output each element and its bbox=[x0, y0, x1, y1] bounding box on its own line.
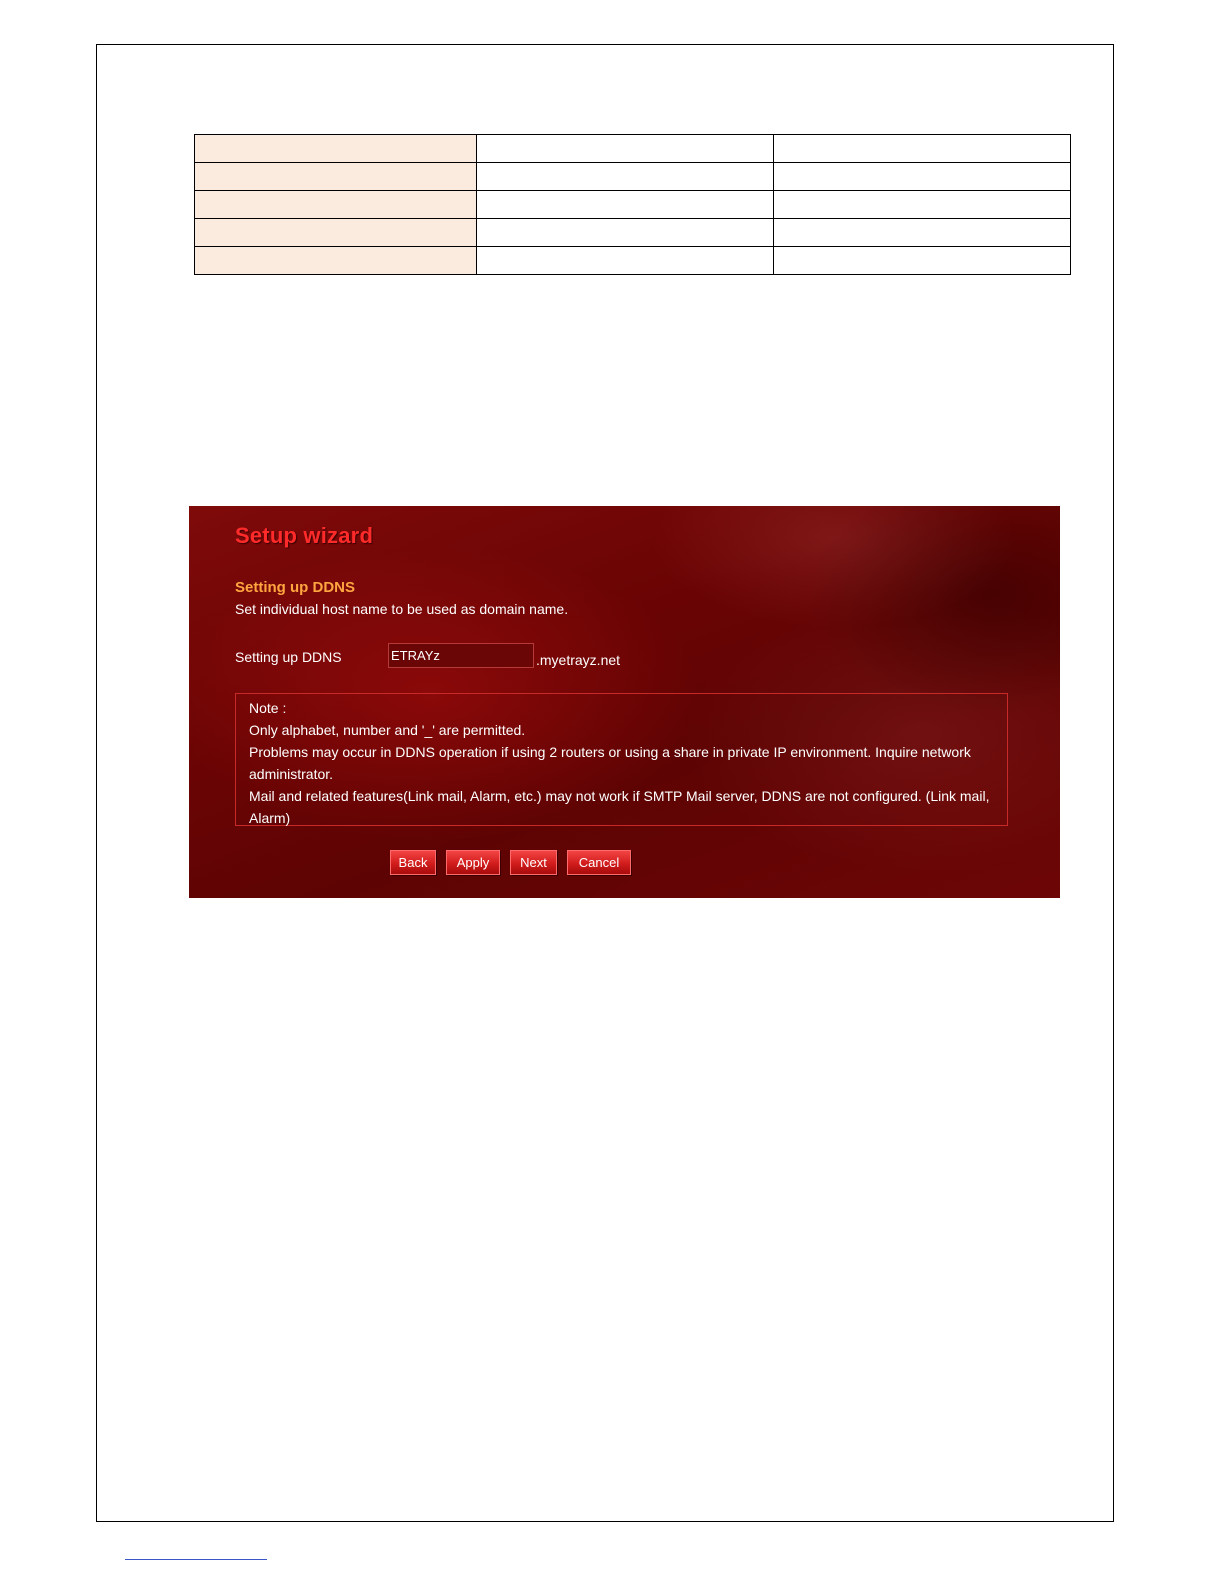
note-line: Mail and related features(Link mail, Alarm, etc.) may not work if SMTP Mail server, DDNS are not configured. (Link mail, Alarm) bbox=[249, 788, 990, 826]
footnote-separator bbox=[125, 1559, 267, 1560]
section-description: Set individual host name to be used as domain name. bbox=[235, 601, 569, 617]
ddns-label: Setting up DDNS bbox=[235, 649, 342, 665]
table-row bbox=[195, 135, 1071, 163]
table-cell bbox=[774, 219, 1071, 247]
setup-wizard-panel bbox=[189, 506, 1060, 898]
table-row bbox=[195, 219, 1071, 247]
note-line: Problems may occur in DDNS operation if using 2 routers or using a share in private IP environment. Inquire network administrator. bbox=[249, 744, 971, 782]
section-title: Setting up DDNS bbox=[235, 579, 355, 596]
table-cell bbox=[195, 247, 477, 275]
table-cell bbox=[195, 191, 477, 219]
note-box bbox=[235, 693, 1008, 826]
table-cell bbox=[774, 163, 1071, 191]
table-cell bbox=[477, 163, 774, 191]
back-button[interactable]: Back bbox=[390, 850, 436, 875]
table-cell bbox=[477, 135, 774, 163]
table-row bbox=[195, 247, 1071, 275]
cancel-button[interactable]: Cancel bbox=[567, 850, 631, 875]
table-row bbox=[195, 191, 1071, 219]
table-cell bbox=[774, 247, 1071, 275]
table-cell bbox=[195, 135, 477, 163]
table-cell bbox=[774, 191, 1071, 219]
table-cell bbox=[477, 191, 774, 219]
note-line: Only alphabet, number and '_' are permitted. bbox=[249, 722, 526, 738]
wizard-title: Setup wizard bbox=[235, 523, 374, 548]
apply-button[interactable]: Apply bbox=[446, 850, 500, 875]
table-cell bbox=[195, 219, 477, 247]
next-button[interactable]: Next bbox=[510, 850, 557, 875]
table-cell bbox=[477, 219, 774, 247]
ddns-domain-suffix: .myetrayz.net bbox=[536, 652, 621, 668]
spec-table bbox=[194, 134, 1071, 275]
table-cell bbox=[195, 163, 477, 191]
ddns-hostname-input[interactable] bbox=[388, 643, 534, 668]
table-cell bbox=[774, 135, 1071, 163]
note-heading: Note : bbox=[249, 700, 287, 716]
table-row bbox=[195, 163, 1071, 191]
table-cell bbox=[477, 247, 774, 275]
